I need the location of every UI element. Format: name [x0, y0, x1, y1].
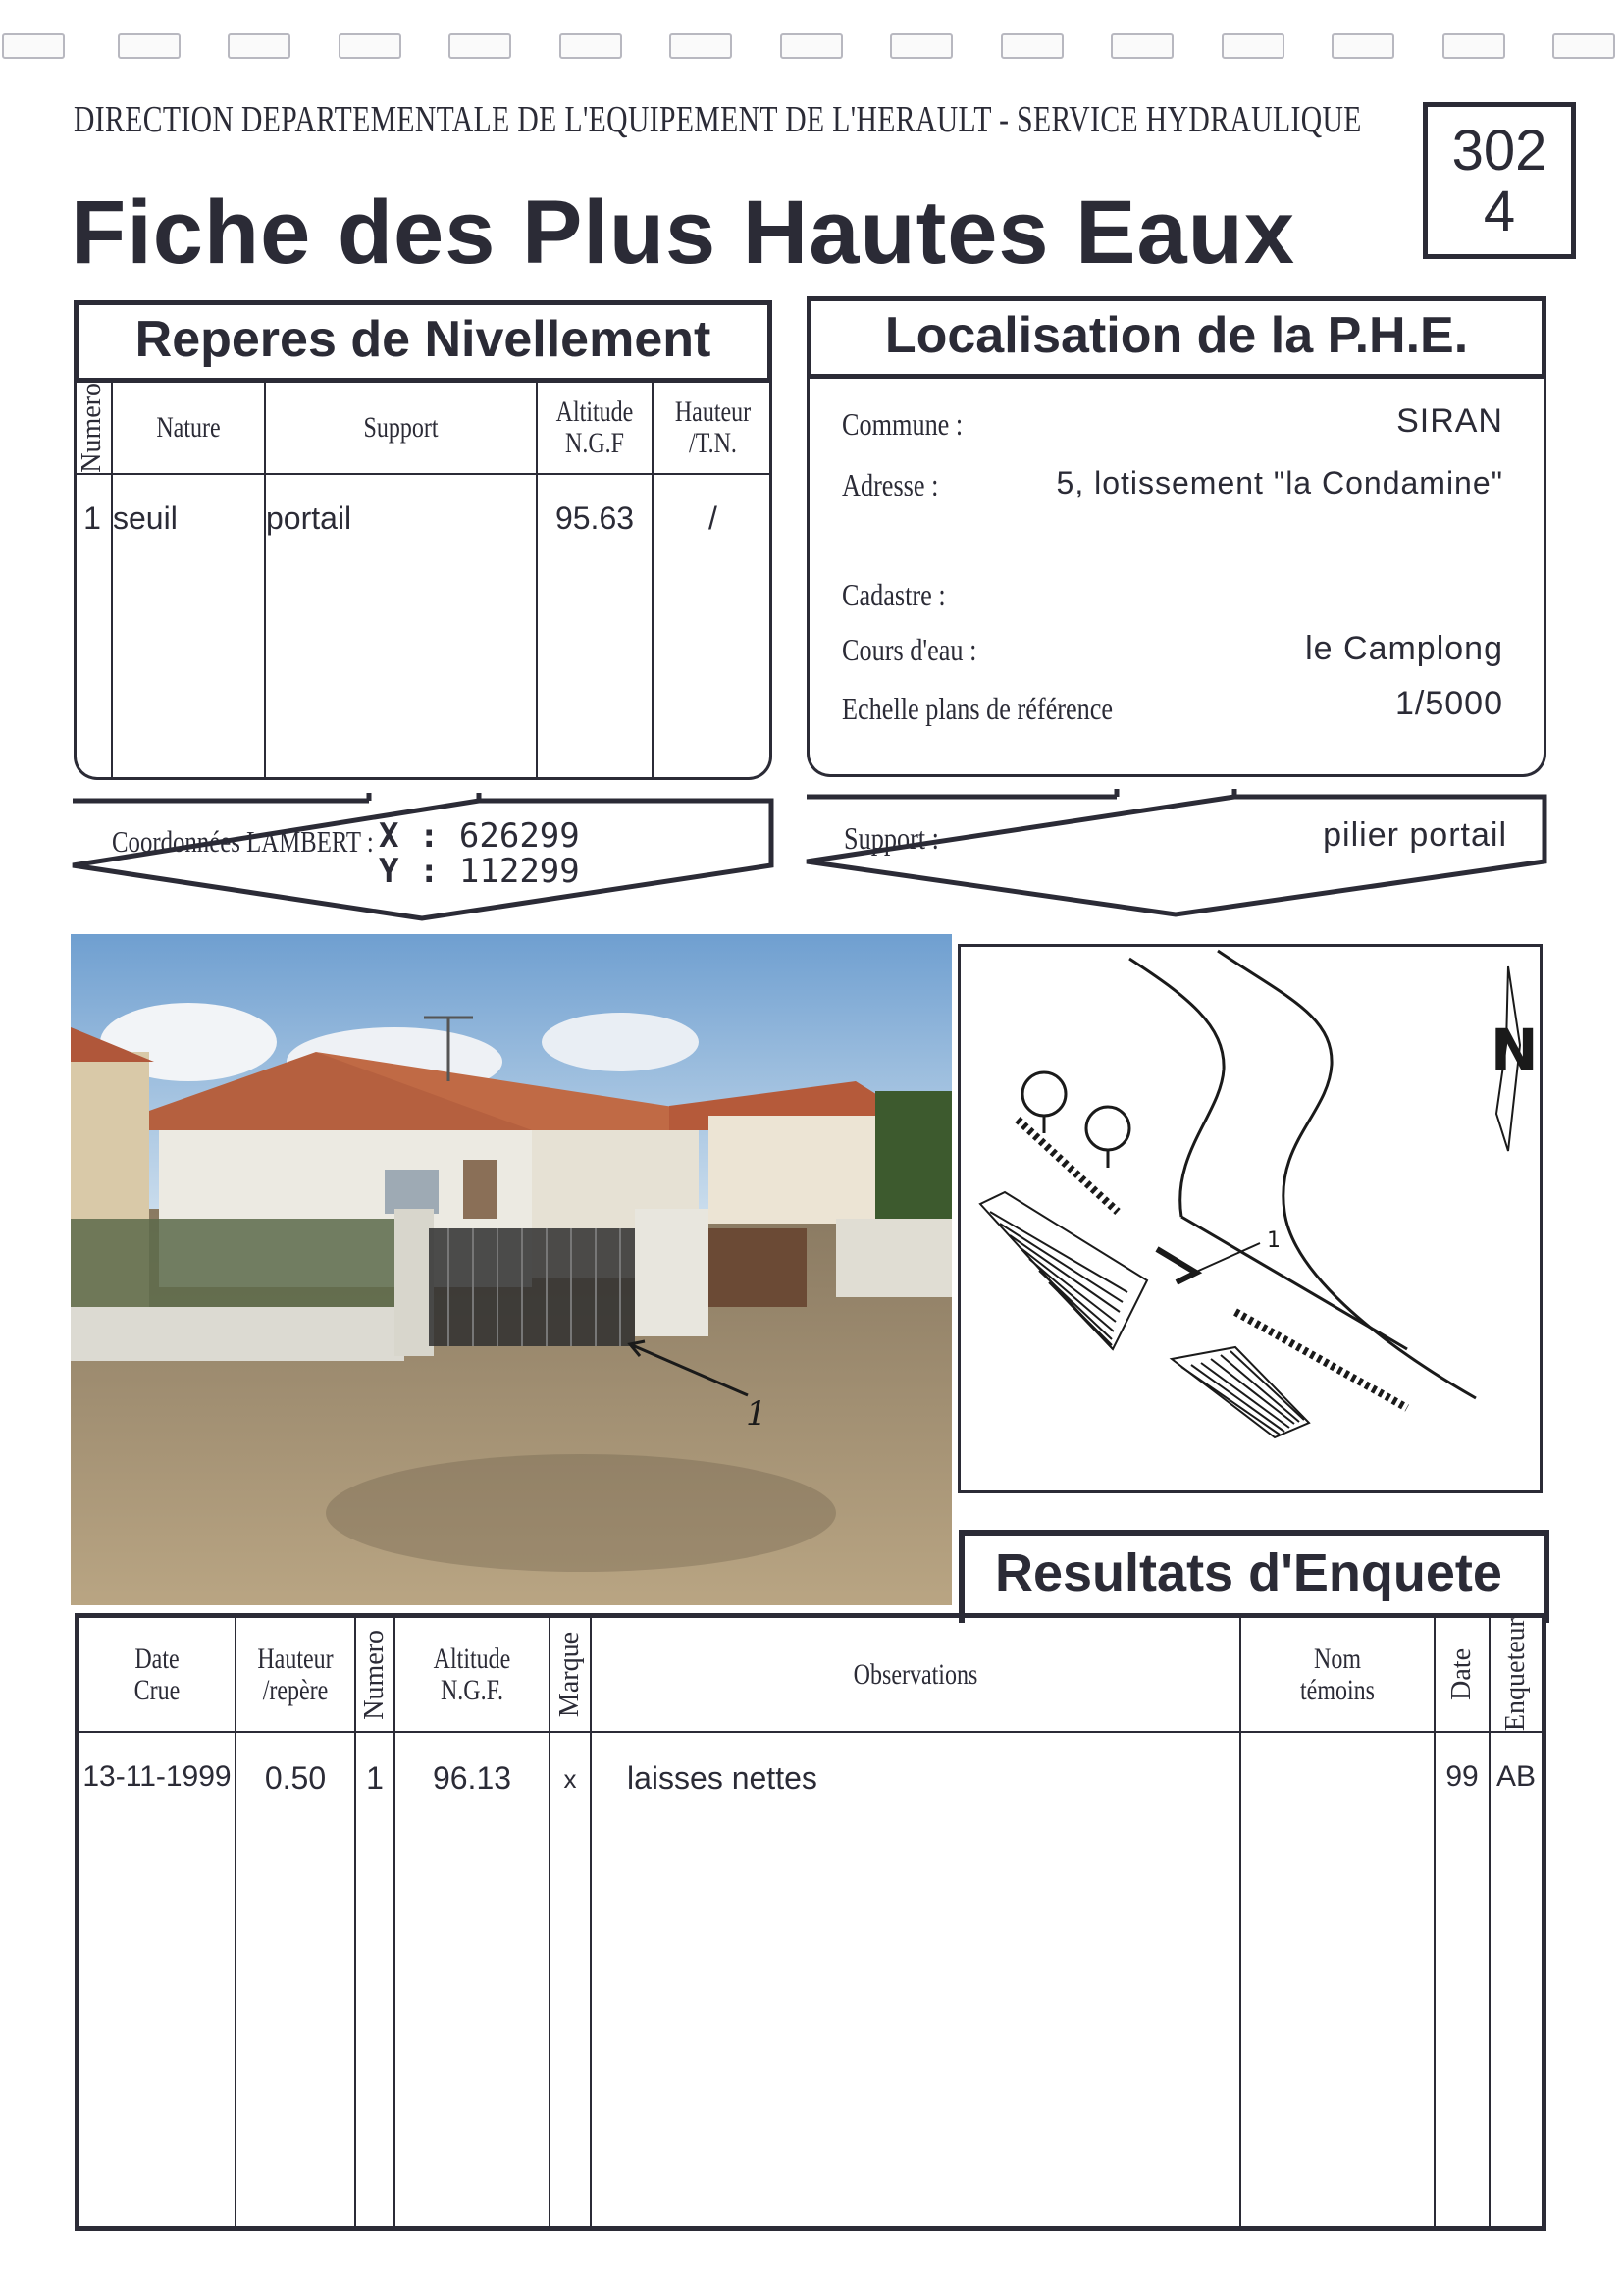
col-hauteur-repere: Hauteur /repère	[236, 1616, 355, 1733]
support-label: Support :	[844, 820, 939, 856]
location-map	[958, 944, 1543, 1493]
adresse-value: 5, lotissement "la Condamine"	[1056, 465, 1503, 500]
lambert-coords: X : 626299 Y : 112299	[379, 816, 580, 891]
site-photo	[71, 934, 952, 1605]
col-date: Date	[1435, 1616, 1490, 1733]
table-row: 13-11-1999 0.50 1 96.13 x laisses nettes 99 AB	[78, 1732, 1544, 2228]
col-nature: Nature	[112, 383, 265, 474]
col-nom-temoins: Nom témoins	[1240, 1616, 1435, 1733]
col-hauteur: Hauteur /T.N.	[653, 383, 772, 474]
lambert-x: 626299	[458, 816, 580, 856]
support-arrow-box	[803, 789, 1550, 926]
fiche-number: 302	[1451, 119, 1547, 183]
cadastre-label: Cadastre :	[842, 577, 946, 612]
fiche-index: 4	[1483, 180, 1516, 243]
lambert-y: 112299	[458, 852, 580, 891]
resultats-title: Resultats d'Enquete	[995, 1543, 1502, 1602]
col-support: Support	[265, 383, 537, 474]
col-numero: Numero	[74, 383, 112, 474]
col-date-crue: Date Crue	[78, 1616, 236, 1733]
direction-header: DIRECTION DEPARTEMENTALE DE L'EQUIPEMENT DE L'HERAULT - SERVICE HYDRAULIQUE	[74, 99, 1362, 140]
col-marque: Marque	[550, 1616, 591, 1733]
col-altitude-ngf: Altitude N.G.F.	[394, 1616, 550, 1733]
commune-value: SIRAN	[1396, 402, 1503, 440]
commune-label: Commune :	[842, 406, 964, 442]
echelle-value: 1/5000	[1395, 685, 1503, 722]
table-row: 1 seuil portail 95.63 /	[74, 474, 772, 780]
col-enqueteur: Enqueteur	[1490, 1616, 1544, 1733]
photo-marker: 1	[746, 1394, 767, 1434]
resultats-table	[75, 1613, 1546, 2231]
reperes-table	[74, 383, 772, 780]
map-marker: 1	[1267, 1228, 1281, 1253]
north-label: N	[1491, 1017, 1539, 1083]
echelle-label: Echelle plans de référence	[842, 691, 1114, 726]
reperes-title: Reperes de Nivellement	[74, 300, 772, 383]
col-numero: Numero	[355, 1616, 394, 1733]
page-title: Fiche des Plus Hautes Eaux	[71, 183, 1296, 283]
lambert-label: Coordonnées LAMBERT :	[112, 824, 374, 859]
cours-eau-label: Cours d'eau :	[842, 632, 977, 667]
localisation-title: Localisation de la P.H.E.	[807, 296, 1546, 379]
adresse-label: Adresse :	[842, 467, 939, 502]
fiche-number-box	[1423, 102, 1576, 259]
col-observations: Observations	[591, 1616, 1240, 1733]
col-altitude: Altitude N.G.F	[537, 383, 653, 474]
support-value: pilier portail	[1323, 816, 1507, 854]
cours-eau-value: le Camplong	[1305, 630, 1503, 667]
